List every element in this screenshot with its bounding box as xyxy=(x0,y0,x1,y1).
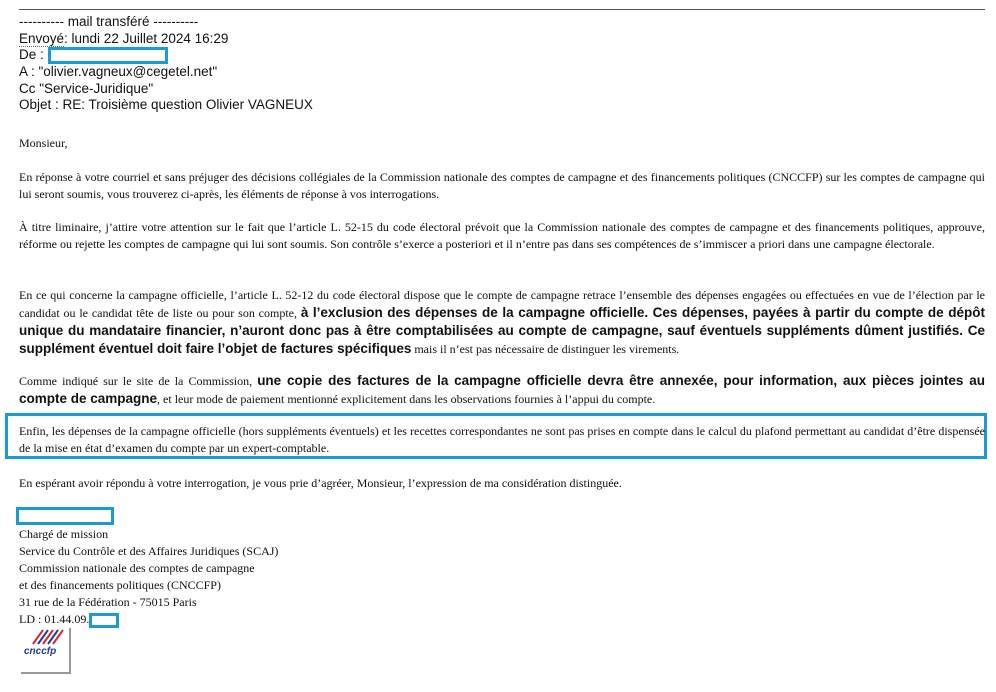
cc-line: Cc "Service-Juridique" xyxy=(19,80,154,96)
signature-service: Service du Contrôle et des Affaires Juridiques (SCAJ) xyxy=(19,544,279,558)
redacted-sender xyxy=(48,47,168,64)
closing-line: En espérant avoir répondu à votre interrogation, je vous prie d’agréer, Monsieur, l’expression de ma considération distinguée. xyxy=(19,476,622,490)
signature-phone-line xyxy=(19,611,278,628)
signature-block xyxy=(19,526,278,628)
greeting: Monsieur, xyxy=(19,136,68,150)
paragraph-official-campaign xyxy=(19,287,985,358)
signature-org-line1: Commission nationale des comptes de campagne xyxy=(19,561,255,575)
paragraph-preliminary: À titre liminaire, j’attire votre attention sur le fait que l’article L. 52-15 du code électoral prévoit que la Commission nationale des comptes de campagne et des financements politiques, approuve, réforme ou rejette les comptes de campagne qui lui sont soumis. Son contrôle s’exerce a posteriori et il n’entre pas dans ses compétences de s’immiscer a priori dans une campagne électorale. xyxy=(19,220,985,251)
sent-line xyxy=(19,31,313,48)
top-divider xyxy=(19,9,985,10)
from-line xyxy=(19,47,313,64)
redacted-phone-suffix xyxy=(89,613,119,628)
p3-text-a: En ce qui concerne la campagne officielle, l’article L. 52-12 du code électoral dispose que le compte de campagne retrace l’ensemble des dépenses engagées ou effectuées en vue de l’élection par le candidat ou le candidat tête de liste ou pour son compte, xyxy=(19,288,985,320)
logo-text: cnccfp xyxy=(24,646,57,657)
phone-prefix: LD : 01.44.09. xyxy=(19,612,90,626)
sent-value: : lundi 22 Juillet 2024 16:29 xyxy=(64,30,229,46)
paragraph-invoices xyxy=(19,372,985,408)
paragraph-expert-accountant: Enfin, les dépenses de la campagne officielle (hors suppléments éventuels) et les recettes correspondantes ne sont pas prises en compte dans le calcul du plafond permettant au candidat d’être dispensée de la mise en état d’examen du compte par un expert-comptable. xyxy=(19,424,985,455)
redacted-signer-name xyxy=(16,507,114,525)
p4-bold: une copie des factures de la campagne officielle devra être annexée, pour information, aux pièces jointes au compte de campagne xyxy=(19,373,985,406)
from-label: De : xyxy=(19,47,44,63)
paragraph-response: En réponse à votre courriel et sans préjuger des décisions collégiales de la Commission nationale des comptes de campagne et des financements politiques (CNCCFP) sur les comptes de campagne qui lui seront soumis, vous trouverez ci-après, les éléments de réponse à vos interrogations. xyxy=(19,170,985,201)
subject-line: Objet : RE: Troisième question Olivier VAGNEUX xyxy=(19,97,313,112)
logo-stripes-icon xyxy=(21,628,71,648)
p4-text-c: , et leur mode de paiement mentionné explicitement dans les observations fournies à l’appui du compte. xyxy=(157,392,656,406)
p3-bold: à l’exclusion des dépenses de la campagne officielle. Ces dépenses, payées à partir du compte de dépôt unique du mandataire financier, n’auront donc pas à être comptabilisées au compte de campagne, sauf éventuels suppléments dûment justifiés. Ce supplément éventuel doit faire l’objet de factures spécifiques xyxy=(19,305,985,356)
p3-text-c: mais il n’est pas nécessaire de distinguer les virements. xyxy=(411,342,680,356)
cnccfp-logo xyxy=(21,628,71,674)
to-line: A : "olivier.vagneux@cegetel.net" xyxy=(19,64,218,79)
signature-role: Chargé de mission xyxy=(19,527,109,541)
p4-text-a: Comme indiqué sur le site de la Commission, xyxy=(19,374,258,388)
signature-address: 31 rue de la Fédération - 75015 Paris xyxy=(19,595,197,609)
email-header xyxy=(19,14,313,114)
forward-separator: ---------- mail transféré ---------- xyxy=(19,14,199,29)
sent-label: Envoyé xyxy=(19,30,65,46)
signature-org-line2: et des financements politiques (CNCCFP) xyxy=(19,578,221,592)
